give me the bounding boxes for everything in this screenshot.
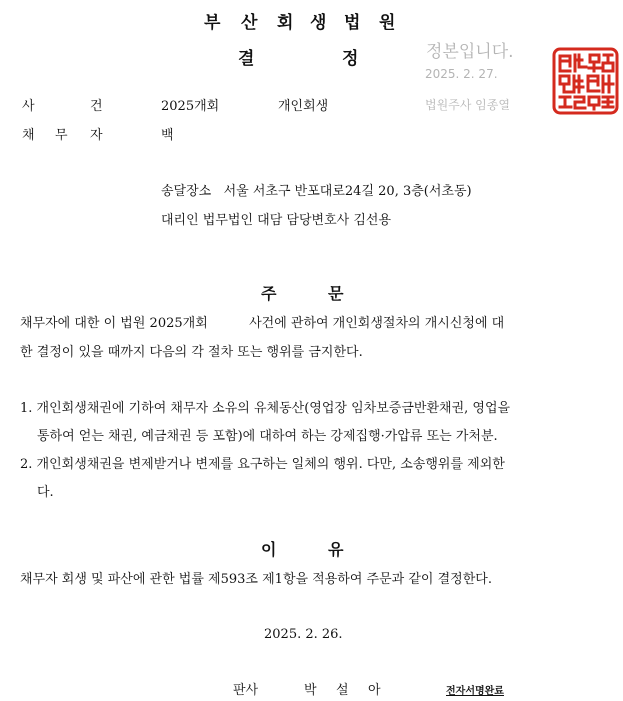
court-name-char: 회 [277, 13, 294, 33]
case-label-char: 건 [90, 99, 103, 114]
certification-date: 2025. 2. 27. [425, 67, 498, 81]
reason-text: 채무자 회생 및 파산에 관한 법률 제593조 제1항을 적용하여 주문과 같이 결정한다. [20, 572, 492, 587]
judge-name-char: 박 [304, 683, 317, 698]
document-type-char: 결 [238, 49, 255, 69]
court-seal-icon [552, 47, 619, 115]
order-intro-line: 한 결정이 있을 때까지 다음의 각 절차 또는 행위를 금지한다. [20, 345, 363, 360]
certification-text: 정본입니다. [426, 42, 514, 62]
court-name-char: 산 [241, 13, 258, 33]
judge-name-char: 설 [336, 683, 349, 698]
certification-officer: 법원주사 임종열 [425, 98, 510, 112]
court-name-char: 법 [344, 13, 361, 33]
reason-heading-char: 유 [328, 540, 344, 559]
case-name: 개인회생 [278, 99, 329, 114]
delivery-agent: 대리인 법무법인 대담 담당변호사 김선용 [161, 213, 392, 228]
judge-name-char: 아 [368, 683, 381, 698]
reason-heading-char: 이 [261, 540, 277, 559]
order-intro-line: 채무자에 대한 이 법원 2025개회 사건에 관하여 개인회생절차의 개시신청에 대 [20, 316, 505, 331]
debtor-label-char: 무 [55, 128, 68, 143]
order-heading-char: 문 [328, 284, 344, 303]
case-label-char: 사 [22, 99, 35, 114]
court-name-char: 부 [204, 13, 221, 33]
court-name-char: 원 [379, 13, 396, 33]
electronic-signature: 전자서명완료 [446, 686, 504, 697]
judge-title: 판사 [233, 683, 259, 698]
court-name-char: 생 [310, 13, 327, 33]
order-item-line: 1. 개인회생채권에 기하여 채무자 소유의 유체동산(영업장 임차보증금반환채권, 영업을 [20, 401, 511, 416]
debtor-name: 백 [161, 128, 174, 143]
debtor-label-char: 자 [90, 128, 103, 143]
order-heading-char: 주 [261, 284, 277, 303]
order-item-line: 다. [37, 485, 54, 500]
delivery-address: 송달장소 서울 서초구 반포대로24길 20, 3층(서초동) [161, 184, 472, 199]
debtor-label-char: 채 [22, 128, 35, 143]
order-item-line: 2. 개인회생채권을 변제받거나 변제를 요구하는 일체의 행위. 다만, 소송행위를 제외한 [20, 457, 505, 472]
case-number: 2025개회 [161, 99, 220, 114]
decision-date: 2025. 2. 26. [264, 627, 343, 642]
document-type-char: 정 [342, 49, 359, 69]
order-item-line: 통하여 얻는 채권, 예금채권 등 포함)에 대하여 하는 강제집행·가압류 또는 가처분. [37, 429, 498, 444]
